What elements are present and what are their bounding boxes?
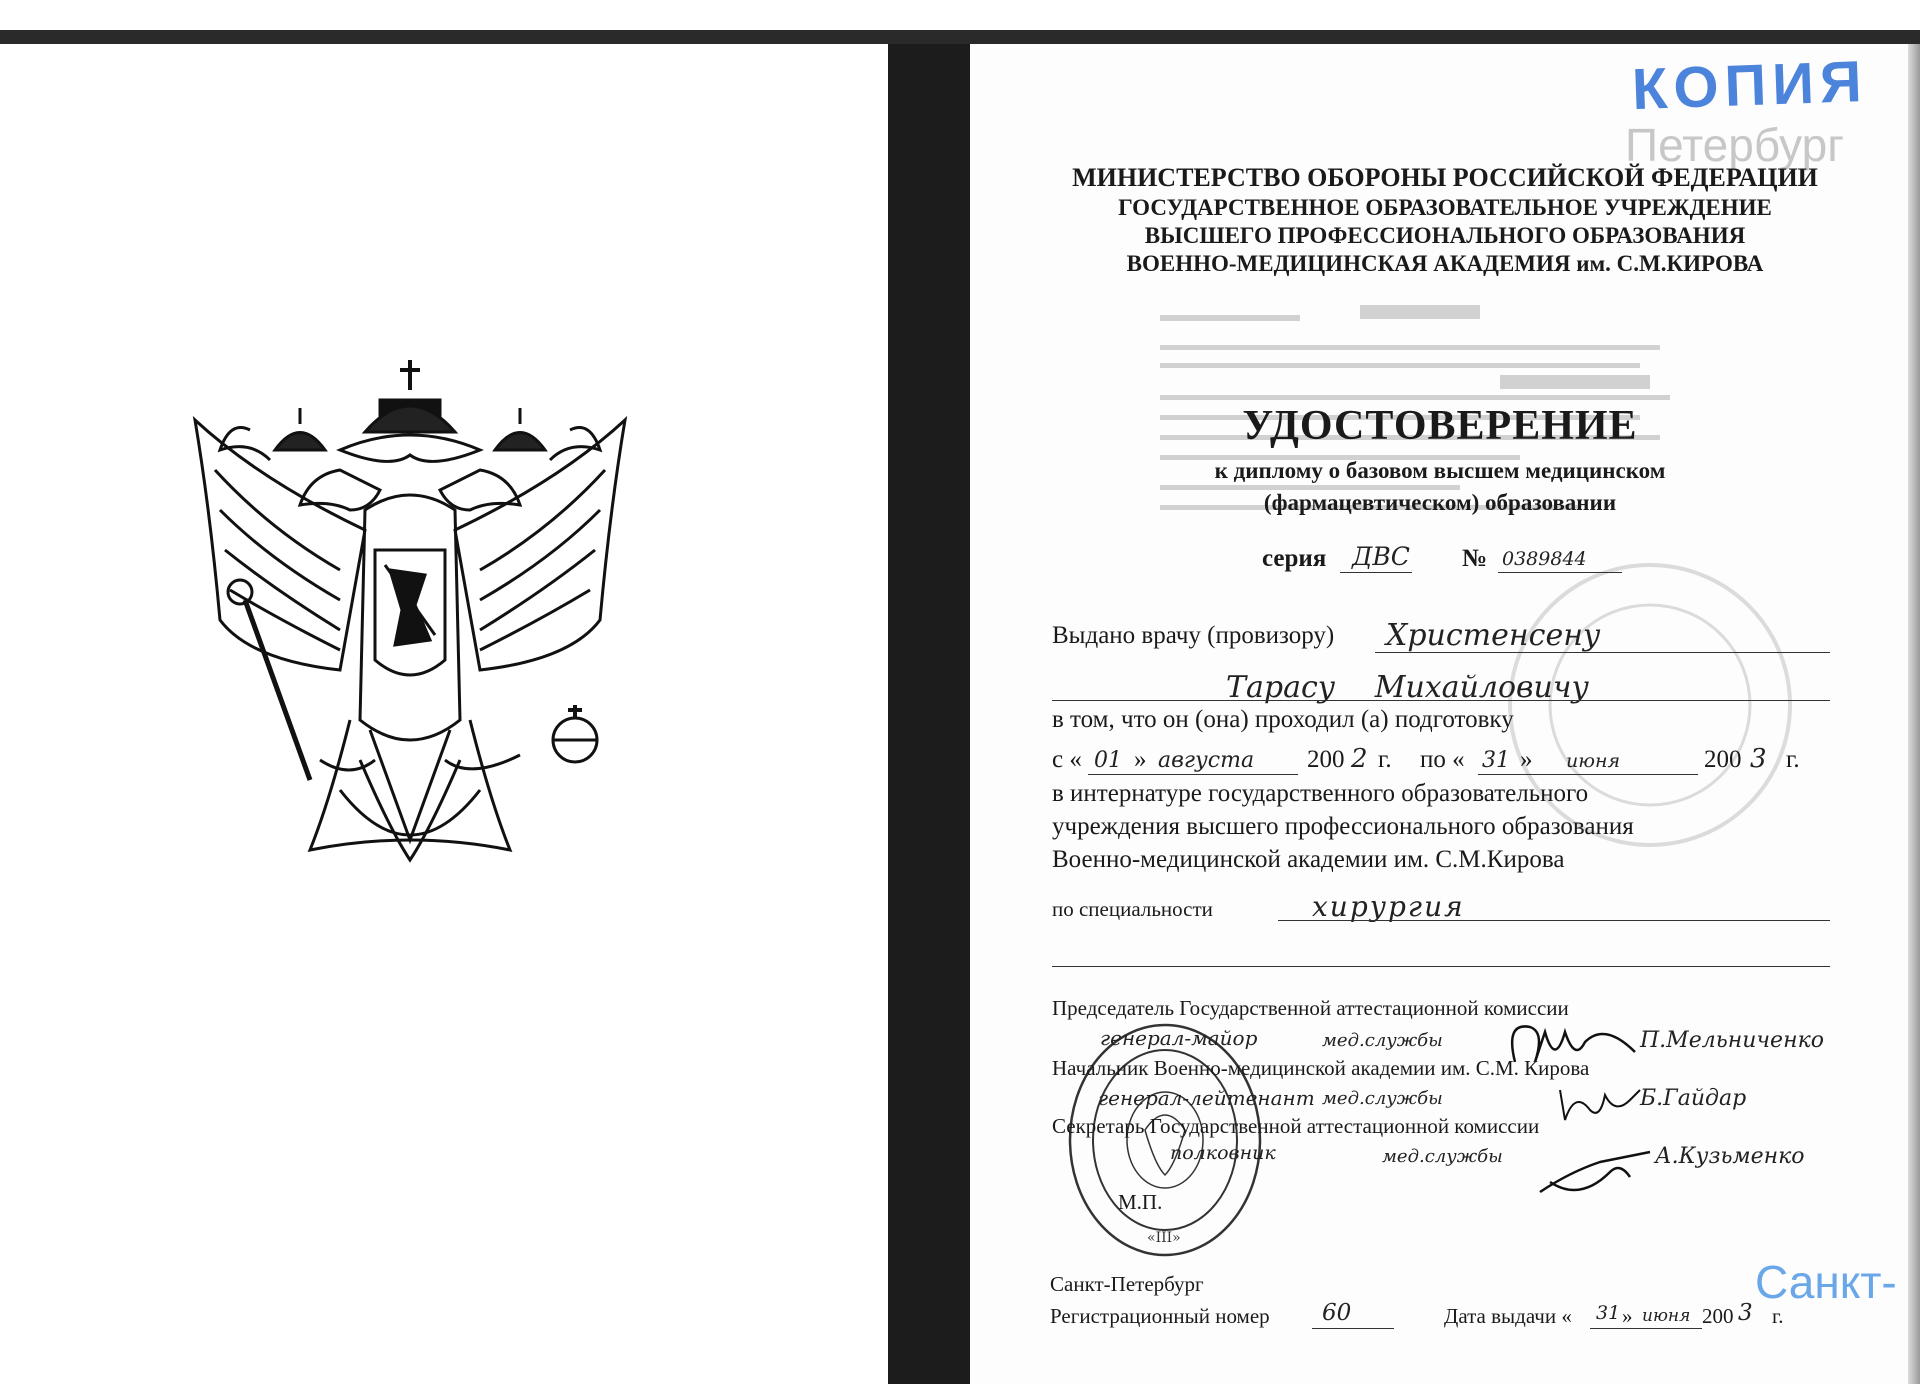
- secretary-label: Секретарь Государственной аттестационной комиссии: [1052, 1114, 1540, 1138]
- reg-value: 60: [1322, 1300, 1352, 1326]
- chairman-rank: генерал-майор: [1100, 1026, 1258, 1050]
- bleed-through-round-seal-icon: [1500, 555, 1800, 855]
- series-value: ДВС: [1352, 542, 1410, 571]
- to-year-digit: 3: [1750, 744, 1767, 774]
- header-academy: ВОЕННО-МЕДИЦИНСКАЯ АКАДЕМИЯ им. С.М.КИРОВА: [1126, 251, 1764, 276]
- date-day: 31: [1596, 1302, 1621, 1324]
- from-year-digit: 2: [1351, 744, 1368, 774]
- series-underline: [1340, 572, 1412, 573]
- surname-underline: [1375, 652, 1830, 653]
- seal-label: М.П.: [1118, 1190, 1163, 1214]
- from-day: 01: [1094, 748, 1122, 773]
- number-label: №: [1462, 545, 1488, 572]
- body-line1: в интернатуре государственного образовательного: [1052, 780, 1589, 807]
- seal-text: «III»: [1147, 1230, 1181, 1246]
- issued-label: Выдано врачу (провизору): [1052, 622, 1335, 649]
- head-name: Б.Гайдар: [1640, 1086, 1747, 1111]
- copy-stamp: КОПИЯ: [1630, 48, 1869, 123]
- name-underline: [1052, 700, 1830, 701]
- from-close: »: [1134, 746, 1147, 773]
- head-label: Начальник Военно-медицинской академии им. С.М. Кирова: [1052, 1056, 1590, 1080]
- from-year-suffix: г.: [1378, 746, 1392, 773]
- scan-top-border: [0, 30, 1920, 44]
- specialty-underline: [1278, 920, 1830, 921]
- specialty-label: по специальности: [1052, 897, 1213, 921]
- header-ministry: МИНИСТЕРСТВО ОБОРОНЫ РОССИЙСКОЙ ФЕДЕРАЦИИ: [1072, 163, 1818, 192]
- chairman-label: Председатель Государственной аттестационной комиссии: [1052, 996, 1569, 1020]
- head-service: мед.службы: [1322, 1088, 1443, 1109]
- footer-city: Санкт-Петербург: [1050, 1272, 1204, 1296]
- document-title: УДОСТОВЕРЕНИЕ: [1242, 403, 1638, 449]
- recipient-surname: Христенсену: [1386, 618, 1601, 653]
- specialty-value: хирургия: [1312, 890, 1465, 923]
- secretary-name: А.Кузьменко: [1655, 1144, 1805, 1169]
- to-prefix: по «: [1420, 746, 1465, 773]
- russian-coat-of-arms-icon: [190, 360, 630, 900]
- date-year-digit: 3: [1738, 1300, 1753, 1326]
- reg-underline: [1312, 1328, 1394, 1329]
- to-year-suffix: г.: [1786, 746, 1800, 773]
- document-subtitle-line2: (фармацевтическом) образовании: [1263, 490, 1617, 515]
- date-month: июня: [1642, 1306, 1691, 1326]
- header-education-level: ВЫСШЕГО ПРОФЕССИОНАЛЬНОГО ОБРАЗОВАНИЯ: [1144, 223, 1746, 248]
- chairman-service: мед.службы: [1322, 1030, 1443, 1051]
- faint-city-stamp: Петербург: [1625, 119, 1845, 171]
- number-value: 0389844: [1502, 548, 1587, 570]
- to-close: »: [1520, 746, 1533, 773]
- from-year-prefix: 200: [1307, 746, 1345, 773]
- to-day: 31: [1482, 748, 1510, 773]
- document-subtitle-line1: к диплому о базовом высшем медицинском: [1214, 458, 1666, 483]
- number-underline: [1498, 572, 1622, 573]
- to-underline: [1478, 774, 1698, 775]
- from-underline: [1088, 774, 1298, 775]
- date-suffix: г.: [1772, 1304, 1784, 1328]
- head-rank: генерал-лейтенант: [1098, 1086, 1315, 1110]
- secretary-rank: полковник: [1170, 1142, 1276, 1164]
- reg-label: Регистрационный номер: [1050, 1304, 1270, 1328]
- page-edge: [1908, 44, 1920, 1384]
- specialty-underline-2: [1052, 966, 1830, 967]
- body-line3: Военно-медицинской академии им. С.М.Кирова: [1052, 846, 1565, 873]
- from-prefix: с «: [1052, 746, 1082, 773]
- training-text: в том, что он (она) проходил (а) подготовку: [1052, 706, 1514, 733]
- secretary-signature-icon: [1530, 1142, 1660, 1202]
- body-line2: учреждения высшего профессионального образования: [1052, 813, 1634, 840]
- chairman-name: П.Мельниченко: [1640, 1028, 1824, 1053]
- to-year-prefix: 200: [1704, 746, 1742, 773]
- to-month: июня: [1566, 750, 1621, 772]
- date-underline: [1590, 1328, 1702, 1329]
- city-stamp-bottom: Санкт-: [1755, 1256, 1897, 1308]
- book-spine: [888, 44, 970, 1384]
- recipient-name: Тарасу Михайловичу: [1226, 670, 1589, 705]
- head-signature-icon: [1555, 1080, 1645, 1125]
- date-label: Дата выдачи «: [1444, 1304, 1572, 1328]
- header-institution: ГОСУДАРСТВЕННОЕ ОБРАЗОВАТЕЛЬНОЕ УЧРЕЖДЕНИЕ: [1118, 195, 1772, 220]
- series-label: серия: [1262, 545, 1327, 572]
- from-month: августа: [1158, 748, 1255, 773]
- date-close: »: [1622, 1304, 1633, 1328]
- date-year-prefix: 200: [1702, 1304, 1734, 1328]
- secretary-service: мед.службы: [1382, 1146, 1503, 1167]
